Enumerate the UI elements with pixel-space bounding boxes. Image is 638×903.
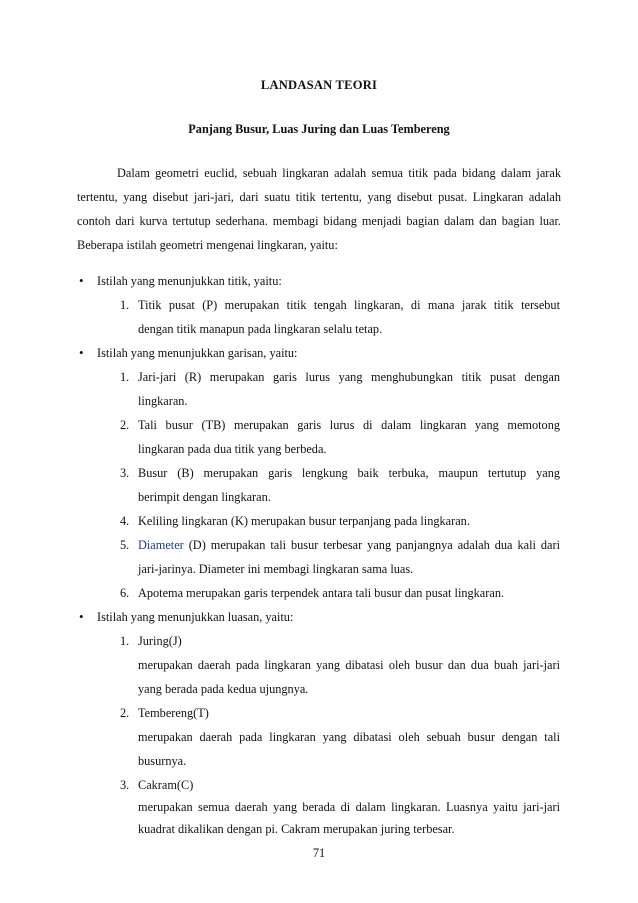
list-item-line: Tembereng(T) <box>138 706 209 720</box>
section-heading-luasan: Istilah yang menunjukkan luasan, yaitu: <box>97 610 294 624</box>
list-item-line: Keliling lingkaran (K) merupakan busur terpanjang pada lingkaran. <box>138 514 470 528</box>
list-item-line: Tali busur (TB) merupakan garis lurus di dalam lingkaran yang memotong <box>138 418 560 432</box>
section-heading-titik: Istilah yang menunjukkan titik, yaitu: <box>97 274 282 288</box>
list-number: 3. <box>120 466 130 480</box>
diameter-link[interactable]: Diameter <box>138 538 184 552</box>
list-number: 6. <box>120 586 130 600</box>
list-number: 4. <box>120 514 130 528</box>
bullet-icon: • <box>79 345 84 360</box>
intro-line-1: Dalam geometri euclid, sebuah lingkaran adalah semua titik pada bidang dalam jarak <box>117 166 561 180</box>
list-item-line: merupakan daerah pada lingkaran yang dibatasi oleh sebuah busur dengan tali <box>138 730 560 744</box>
list-number: 1. <box>120 634 130 648</box>
list-number: 2. <box>120 706 130 720</box>
list-item-line: Cakram(C) <box>138 778 194 792</box>
page-subtitle: Panjang Busur, Luas Juring dan Luas Tembereng <box>188 122 450 136</box>
list-item-text: (D) merupakan tali busur terbesar yang panjangnya adalah dua kali dari <box>183 538 560 552</box>
section-heading-garisan: Istilah yang menunjukkan garisan, yaitu: <box>97 346 298 360</box>
list-item-line: lingkaran. <box>138 394 188 408</box>
intro-line-4: Beberapa istilah geometri mengenai lingkaran, yaitu: <box>77 238 338 252</box>
list-number: 5. <box>120 538 130 552</box>
list-item-line <box>138 537 560 553</box>
list-item-line: lingkaran pada dua titik yang berbeda. <box>138 442 327 456</box>
list-item-line: Titik pusat (P) merupakan titik tengah lingkaran, di mana jarak titik tersebut <box>138 298 560 312</box>
list-item-line: jari-jarinya. Diameter ini membagi lingkaran sama luas. <box>138 562 414 576</box>
list-item-line: merupakan daerah pada lingkaran yang dibatasi oleh busur dan dua buah jari-jari <box>138 658 560 672</box>
list-item-line: yang berada pada kedua ujungnya. <box>138 682 309 696</box>
list-item-line: Juring(J) <box>138 634 182 648</box>
list-item-line: dengan titik manapun pada lingkaran selalu tetap. <box>138 322 383 336</box>
bullet-icon: • <box>79 273 84 288</box>
list-item-line: kuadrat dikalikan dengan pi. Cakram merupakan juring terbesar. <box>138 822 455 836</box>
list-number: 1. <box>120 370 130 384</box>
page-title: LANDASAN TEORI <box>260 78 378 92</box>
list-number: 1. <box>120 298 130 312</box>
list-item-line: berimpit dengan lingkaran. <box>138 490 271 504</box>
bullet-icon: • <box>79 609 84 624</box>
list-number: 3. <box>120 778 130 792</box>
intro-line-2: tertentu, yang disebut jari-jari, dari suatu titik tertentu, yang disebut pusat. Lingkaran adalah <box>77 190 561 204</box>
list-number: 2. <box>120 418 130 432</box>
list-item-line: Apotema merupakan garis terpendek antara tali busur dan pusat lingkaran. <box>138 586 505 600</box>
intro-line-3: contoh dari kurva tertutup sederhana. membagi bidang menjadi bagian dalam dan bagian luar. <box>77 214 561 228</box>
list-item-line: Jari-jari (R) merupakan garis lurus yang menghubungkan titik pusat dengan <box>138 370 560 384</box>
page-number: 71 <box>312 846 326 860</box>
list-item-line: Busur (B) merupakan garis lengkung baik terbuka, maupun tertutup yang <box>138 466 560 480</box>
list-item-line: merupakan semua daerah yang berada di dalam lingkaran. Luasnya yaitu jari-jari <box>138 800 560 814</box>
list-item-line: busurnya. <box>138 754 187 768</box>
